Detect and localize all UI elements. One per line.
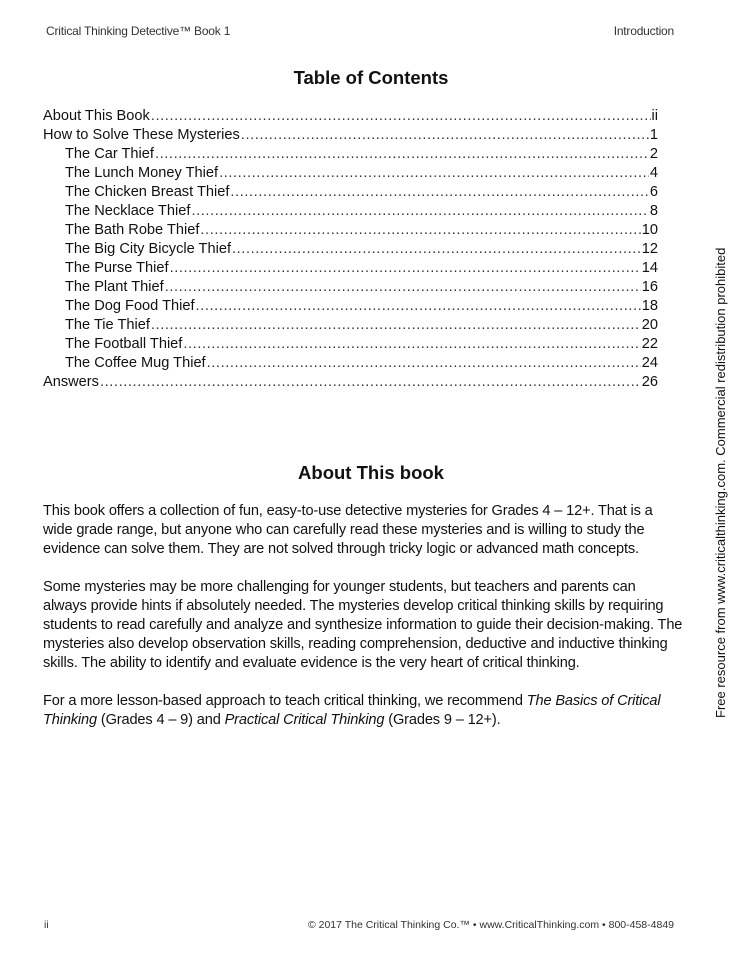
toc-entry — [43, 107, 658, 126]
toc-entry-label: The Bath Robe Thief — [65, 222, 200, 238]
about-section-body — [43, 502, 683, 749]
toc-entry — [43, 316, 658, 335]
running-header — [46, 24, 674, 38]
toc-entry-page: 10 — [641, 222, 658, 238]
toc-entry-page: 1 — [649, 127, 658, 143]
toc-entry — [43, 373, 658, 392]
book-title: Critical Thinking Detective™ Book 1 — [46, 24, 231, 38]
toc-entry-page: 20 — [641, 317, 658, 333]
toc-entry-page: ii — [651, 108, 658, 124]
book-title-basics: The Basics of Critical Thinking — [43, 693, 661, 728]
toc-entry — [43, 278, 658, 297]
page-footer — [44, 919, 674, 931]
toc-entry-page: 2 — [649, 146, 658, 162]
page-number: ii — [44, 919, 49, 931]
toc-entry — [43, 259, 658, 278]
toc-entry — [43, 183, 658, 202]
dot-leader — [151, 316, 641, 335]
toc-entry-page: 18 — [641, 298, 658, 314]
toc-entry-page: 4 — [649, 165, 658, 181]
dot-leader — [241, 126, 649, 145]
toc-entry-label: The Lunch Money Thief — [65, 165, 219, 181]
toc-entry-label: The Necklace Thief — [65, 203, 191, 219]
toc-entry-page: 14 — [641, 260, 658, 276]
dot-leader — [100, 373, 641, 392]
toc-entry-label: The Coffee Mug Thief — [65, 355, 206, 371]
toc-entry — [43, 240, 658, 259]
dot-leader — [165, 278, 641, 297]
toc-entry-label: How to Solve These Mysteries — [43, 127, 240, 143]
dot-leader — [207, 354, 641, 373]
toc-entry-label: The Tie Thief — [65, 317, 150, 333]
dot-leader — [151, 107, 651, 126]
toc-entry — [43, 202, 658, 221]
dot-leader — [230, 183, 648, 202]
recommendation-text: (Grades 9 – 12+). — [384, 712, 501, 728]
toc-entry — [43, 335, 658, 354]
toc-entry-page: 26 — [641, 374, 658, 390]
dot-leader — [170, 259, 641, 278]
dot-leader — [183, 335, 640, 354]
about-section-title: About This book — [298, 462, 444, 483]
toc-entry-label: About This Book — [43, 108, 150, 124]
toc-entry — [43, 164, 658, 183]
recommendation-text: (Grades 4 – 9) and — [96, 712, 225, 728]
recommendation-text: For a more lesson-based approach to teach critical thinking, we recommend — [43, 693, 527, 709]
about-paragraph-1: This book offers a collection of fun, easy-to-use detective mysteries for Grades 4 – 12+. That is a wide grade range, but anyone who can carefully read these mysteries and is willing to study the evidence can solve them. They are not solved through tricky logic or advanced math concepts. — [43, 503, 653, 557]
section-name: Introduction — [613, 24, 674, 38]
toc-entry-page: 22 — [641, 336, 658, 352]
dot-leader — [232, 240, 641, 259]
toc-entry-page: 8 — [649, 203, 658, 219]
toc-entry — [43, 145, 658, 164]
toc-entry-label: The Football Thief — [65, 336, 183, 352]
dot-leader — [219, 164, 649, 183]
toc-entry-label: The Dog Food Thief — [65, 298, 195, 314]
toc-entry — [43, 126, 658, 145]
toc-entry-page: 12 — [641, 241, 658, 257]
dot-leader — [191, 202, 648, 221]
book-title-practical: Practical Critical Thinking — [224, 712, 385, 728]
about-paragraph-2: Some mysteries may be more challenging for younger students, but teachers and parents can always provide hints if absolutely needed. The mysteries develop critical thinking skills by requiring students to read carefully and analyze and synthesize information to guide their decision-making. The mysteries also develop observation skills, reading comprehension, deductive and inductive thinking skills. The ability to identify and evaluate evidence is the very heart of critical thinking. — [43, 579, 683, 671]
toc-entry-label: The Plant Thief — [65, 279, 164, 295]
dot-leader — [155, 145, 649, 164]
dot-leader — [200, 221, 640, 240]
toc-title: Table of Contents — [293, 67, 449, 88]
toc-entry-label: Answers — [43, 374, 99, 390]
toc-entry-page: 16 — [641, 279, 658, 295]
toc-entry-label: The Car Thief — [65, 146, 154, 162]
toc-entry-label: The Purse Thief — [65, 260, 169, 276]
table-of-contents — [43, 107, 658, 392]
toc-entry — [43, 221, 658, 240]
toc-entry-page: 6 — [649, 184, 658, 200]
about-paragraph-3 — [43, 692, 683, 730]
toc-entry-label: The Chicken Breast Thief — [65, 184, 230, 200]
toc-entry-page: 24 — [641, 355, 658, 371]
toc-entry-label: The Big City Bicycle Thief — [65, 241, 231, 257]
toc-entry — [43, 354, 658, 373]
side-redistribution-notice: Free resource from www.criticalthinking.com. Commercial redistribution prohibited — [713, 247, 728, 718]
toc-entry — [43, 297, 658, 316]
dot-leader — [196, 297, 641, 316]
copyright-notice: © 2017 The Critical Thinking Co.™ • www.CriticalThinking.com • 800-458-4849 — [307, 919, 674, 931]
